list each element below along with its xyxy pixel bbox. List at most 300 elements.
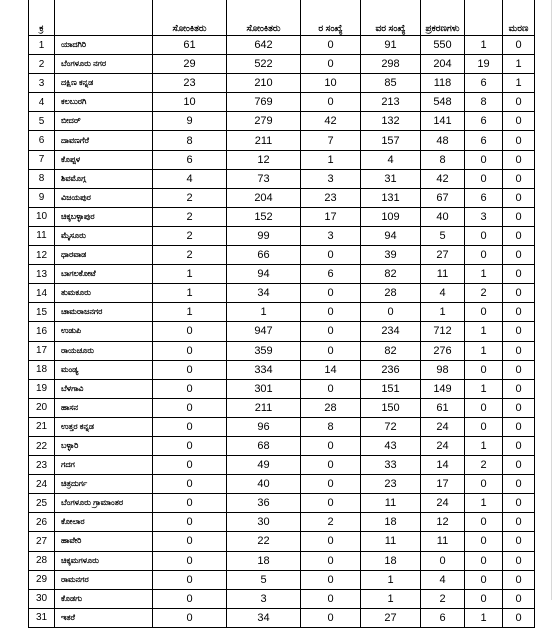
value-cell: 23 (361, 475, 421, 494)
value-cell: 0 (153, 436, 227, 455)
value-cell: 1 (503, 74, 535, 93)
district-name-cell: ಕಲಬುರಗಿ (55, 93, 153, 112)
value-cell: 0 (301, 303, 361, 322)
value-cell: 18 (361, 513, 421, 532)
value-cell: 72 (361, 417, 421, 436)
value-cell: 210 (227, 74, 301, 93)
value-cell: 0 (503, 379, 535, 398)
table-row (29, 379, 535, 398)
value-cell: 9 (153, 112, 227, 131)
table-row (29, 551, 535, 570)
value-cell: 0 (503, 513, 535, 532)
value-cell: 24 (421, 436, 465, 455)
district-name-cell: ಬೀದರ್ (55, 112, 153, 131)
value-cell: 0 (301, 341, 361, 360)
value-cell: 211 (227, 398, 301, 417)
header-sl (29, 0, 55, 36)
value-cell: 68 (227, 436, 301, 455)
value-cell: 8 (301, 417, 361, 436)
value-cell: 66 (227, 246, 301, 265)
value-cell: 27 (421, 246, 465, 265)
value-cell: 0 (503, 532, 535, 551)
row-serial-cell: 19 (29, 379, 55, 398)
value-cell: 5 (227, 570, 301, 589)
value-cell: 548 (421, 93, 465, 112)
district-name-cell: ಚಿಕ್ಕಮಗಳೂರು (55, 551, 153, 570)
district-name-cell: ಬಾಗಲಕೋಟೆ (55, 265, 153, 284)
table-row (29, 322, 535, 341)
district-name-cell: ಚಿತ್ರದುರ್ಗ (55, 475, 153, 494)
value-cell: 947 (227, 322, 301, 341)
row-serial-cell: 24 (29, 475, 55, 494)
value-cell: 61 (421, 398, 465, 417)
value-cell: 24 (421, 417, 465, 436)
value-cell: 14 (421, 456, 465, 475)
table-row (29, 589, 535, 608)
header-c4-line: ವರ ಸಂಖ್ಯೆ (375, 23, 406, 33)
table-row (29, 55, 535, 74)
row-serial-cell: 20 (29, 398, 55, 417)
value-cell: 1 (465, 341, 503, 360)
value-cell: 67 (421, 188, 465, 207)
value-cell: 6 (421, 608, 465, 627)
value-cell: 0 (153, 570, 227, 589)
value-cell: 8 (465, 93, 503, 112)
value-cell: 1 (465, 36, 503, 55)
value-cell: 149 (421, 379, 465, 398)
value-cell: 0 (361, 303, 421, 322)
value-cell: 0 (503, 456, 535, 475)
value-cell: 14 (301, 360, 361, 379)
district-name-cell: ಮೈಸೂರು (55, 226, 153, 245)
row-serial-cell: 18 (29, 360, 55, 379)
table-row (29, 284, 535, 303)
value-cell: 11 (361, 532, 421, 551)
value-cell: 204 (421, 55, 465, 74)
table-row (29, 131, 535, 150)
district-name-cell: ದಕ್ಷಿಣ ಕನ್ನಡ (55, 74, 153, 93)
value-cell: 2 (421, 589, 465, 608)
district-name-cell: ಗದಗ (55, 456, 153, 475)
value-cell: 48 (421, 131, 465, 150)
row-serial-cell: 29 (29, 570, 55, 589)
value-cell: 0 (503, 36, 535, 55)
value-cell: 2 (465, 456, 503, 475)
value-cell: 2 (153, 246, 227, 265)
value-cell: 0 (503, 360, 535, 379)
district-name-cell: ರಾಯಚೂರು (55, 341, 153, 360)
value-cell: 0 (503, 150, 535, 169)
header-c2-line: ಸೋಂಕಿತರು (246, 23, 281, 33)
table-row (29, 169, 535, 188)
value-cell: 12 (227, 150, 301, 169)
value-cell: 0 (153, 475, 227, 494)
value-cell: 0 (301, 551, 361, 570)
value-cell: 334 (227, 360, 301, 379)
row-serial-cell: 23 (29, 456, 55, 475)
value-cell: 27 (361, 608, 421, 627)
value-cell: 4 (421, 570, 465, 589)
value-cell: 34 (227, 284, 301, 303)
value-cell: 23 (301, 188, 361, 207)
value-cell: 118 (421, 74, 465, 93)
value-cell: 0 (465, 360, 503, 379)
value-cell: 0 (503, 608, 535, 627)
value-cell: 6 (153, 150, 227, 169)
district-cases-table (28, 0, 535, 628)
value-cell: 3 (301, 169, 361, 188)
value-cell: 0 (301, 570, 361, 589)
value-cell: 6 (301, 265, 361, 284)
district-name-cell: ಕೋಲಾರ (55, 513, 153, 532)
value-cell: 42 (421, 169, 465, 188)
value-cell: 1 (465, 608, 503, 627)
table-row (29, 513, 535, 532)
table-row (29, 74, 535, 93)
value-cell: 91 (361, 36, 421, 55)
value-cell: 1 (361, 570, 421, 589)
value-cell: 213 (361, 93, 421, 112)
value-cell: 42 (301, 112, 361, 131)
value-cell: 0 (301, 436, 361, 455)
value-cell: 0 (153, 532, 227, 551)
value-cell: 0 (503, 188, 535, 207)
value-cell: 234 (361, 322, 421, 341)
value-cell: 150 (361, 398, 421, 417)
value-cell: 550 (421, 36, 465, 55)
row-serial-cell: 3 (29, 74, 55, 93)
value-cell: 1 (465, 494, 503, 513)
value-cell: 18 (361, 551, 421, 570)
value-cell: 522 (227, 55, 301, 74)
page-edge-divider (551, 0, 552, 600)
value-cell: 39 (361, 246, 421, 265)
value-cell: 0 (153, 398, 227, 417)
value-cell: 0 (503, 417, 535, 436)
header-c1-line: ಸೋಂಕಿತರು (172, 23, 207, 33)
table-row (29, 246, 535, 265)
value-cell: 40 (227, 475, 301, 494)
value-cell: 204 (227, 188, 301, 207)
value-cell: 30 (227, 513, 301, 532)
value-cell: 0 (465, 475, 503, 494)
value-cell: 0 (465, 169, 503, 188)
value-cell: 0 (503, 494, 535, 513)
row-serial-cell: 16 (29, 322, 55, 341)
value-cell: 298 (361, 55, 421, 74)
value-cell: 0 (301, 284, 361, 303)
value-cell: 61 (153, 36, 227, 55)
value-cell: 0 (153, 360, 227, 379)
value-cell: 7 (301, 131, 361, 150)
district-name-cell: ಕೊಪ್ಪಳ (55, 150, 153, 169)
value-cell: 712 (421, 322, 465, 341)
row-serial-cell: 2 (29, 55, 55, 74)
value-cell: 2 (153, 207, 227, 226)
district-name-cell: ಹಾವೇರಿ (55, 532, 153, 551)
value-cell: 4 (361, 150, 421, 169)
value-cell: 4 (153, 169, 227, 188)
value-cell: 5 (421, 226, 465, 245)
value-cell: 2 (465, 284, 503, 303)
value-cell: 0 (465, 246, 503, 265)
row-serial-cell: 28 (29, 551, 55, 570)
table-row (29, 436, 535, 455)
value-cell: 152 (227, 207, 301, 226)
value-cell: 94 (361, 226, 421, 245)
district-name-cell: ದಾವಣಗೆರೆ (55, 131, 153, 150)
district-name-cell: ಬೆಳಗಾವಿ (55, 379, 153, 398)
table-body (29, 36, 535, 628)
value-cell: 23 (153, 74, 227, 93)
value-cell: 1 (465, 265, 503, 284)
row-serial-cell: 21 (29, 417, 55, 436)
value-cell: 276 (421, 341, 465, 360)
value-cell: 2 (153, 226, 227, 245)
value-cell: 0 (301, 93, 361, 112)
value-cell: 211 (227, 131, 301, 150)
value-cell: 0 (153, 417, 227, 436)
header-c7-line: ಮರಣ (508, 23, 529, 33)
value-cell: 0 (503, 93, 535, 112)
value-cell: 279 (227, 112, 301, 131)
value-cell: 236 (361, 360, 421, 379)
value-cell: 6 (465, 188, 503, 207)
value-cell: 642 (227, 36, 301, 55)
value-cell: 2 (301, 513, 361, 532)
value-cell: 0 (465, 532, 503, 551)
district-name-cell: ಉತ್ತರ ಕನ್ನಡ (55, 417, 153, 436)
value-cell: 0 (503, 436, 535, 455)
value-cell: 0 (503, 265, 535, 284)
value-cell: 0 (301, 475, 361, 494)
value-cell: 0 (421, 551, 465, 570)
value-cell: 33 (361, 456, 421, 475)
value-cell: 0 (465, 417, 503, 436)
district-name-cell: ತುಮಕೂರು (55, 284, 153, 303)
value-cell: 1 (153, 303, 227, 322)
value-cell: 3 (465, 207, 503, 226)
row-serial-cell: 14 (29, 284, 55, 303)
value-cell: 6 (465, 112, 503, 131)
value-cell: 1 (361, 589, 421, 608)
value-cell: 2 (153, 188, 227, 207)
table-row (29, 360, 535, 379)
value-cell: 96 (227, 417, 301, 436)
value-cell: 0 (301, 532, 361, 551)
row-serial-cell: 9 (29, 188, 55, 207)
value-cell: 0 (465, 551, 503, 570)
value-cell: 0 (503, 322, 535, 341)
value-cell: 0 (153, 551, 227, 570)
value-cell: 359 (227, 341, 301, 360)
value-cell: 0 (503, 303, 535, 322)
value-cell: 94 (227, 265, 301, 284)
table-row (29, 341, 535, 360)
district-name-cell: ಕೊಡಗು (55, 589, 153, 608)
value-cell: 0 (503, 398, 535, 417)
value-cell: 157 (361, 131, 421, 150)
value-cell: 0 (465, 150, 503, 169)
value-cell: 19 (465, 55, 503, 74)
value-cell: 0 (153, 494, 227, 513)
value-cell: 11 (421, 265, 465, 284)
table-row (29, 150, 535, 169)
value-cell: 82 (361, 341, 421, 360)
row-serial-cell: 4 (29, 93, 55, 112)
value-cell: 0 (153, 608, 227, 627)
row-serial-cell: 25 (29, 494, 55, 513)
value-cell: 0 (465, 589, 503, 608)
value-cell: 141 (421, 112, 465, 131)
value-cell: 1 (421, 303, 465, 322)
value-cell: 0 (503, 475, 535, 494)
table-row (29, 417, 535, 436)
value-cell: 1 (301, 150, 361, 169)
row-serial-cell: 13 (29, 265, 55, 284)
value-cell: 0 (503, 284, 535, 303)
row-serial-cell: 11 (29, 226, 55, 245)
value-cell: 1 (465, 322, 503, 341)
value-cell: 0 (465, 398, 503, 417)
district-name-cell: ಬೆಂಗಳೂರು ಗ್ರಾಮಾಂತರ (55, 494, 153, 513)
row-serial-cell: 27 (29, 532, 55, 551)
value-cell: 0 (301, 608, 361, 627)
header-c1 (153, 0, 227, 36)
value-cell: 301 (227, 379, 301, 398)
value-cell: 0 (503, 207, 535, 226)
value-cell: 11 (421, 532, 465, 551)
district-name-cell: ಬಳ್ಳಾರಿ (55, 436, 153, 455)
value-cell: 0 (153, 456, 227, 475)
value-cell: 17 (421, 475, 465, 494)
value-cell: 109 (361, 207, 421, 226)
district-name-cell: ಶಿವಮೊಗ್ಗ (55, 169, 153, 188)
value-cell: 0 (301, 589, 361, 608)
value-cell: 0 (301, 246, 361, 265)
value-cell: 4 (421, 284, 465, 303)
value-cell: 10 (301, 74, 361, 93)
value-cell: 132 (361, 112, 421, 131)
value-cell: 0 (301, 379, 361, 398)
table-row (29, 265, 535, 284)
table-row (29, 226, 535, 245)
value-cell: 3 (227, 589, 301, 608)
value-cell: 0 (503, 589, 535, 608)
table-row (29, 303, 535, 322)
row-serial-cell: 6 (29, 131, 55, 150)
value-cell: 1 (227, 303, 301, 322)
value-cell: 1 (503, 55, 535, 74)
value-cell: 28 (361, 284, 421, 303)
value-cell: 34 (227, 608, 301, 627)
table-row (29, 475, 535, 494)
value-cell: 0 (465, 303, 503, 322)
value-cell: 8 (153, 131, 227, 150)
value-cell: 0 (465, 226, 503, 245)
value-cell: 0 (503, 226, 535, 245)
table-row (29, 36, 535, 55)
district-name-cell: ವಿಜಯಪುರ (55, 188, 153, 207)
row-serial-cell: 5 (29, 112, 55, 131)
value-cell: 0 (503, 131, 535, 150)
value-cell: 0 (465, 570, 503, 589)
value-cell: 36 (227, 494, 301, 513)
value-cell: 0 (153, 341, 227, 360)
value-cell: 0 (503, 570, 535, 589)
district-name-cell: ಧಾರವಾಡ (55, 246, 153, 265)
value-cell: 11 (361, 494, 421, 513)
value-cell: 6 (465, 74, 503, 93)
value-cell: 0 (153, 589, 227, 608)
row-serial-cell: 17 (29, 341, 55, 360)
value-cell: 31 (361, 169, 421, 188)
row-serial-cell: 10 (29, 207, 55, 226)
value-cell: 0 (465, 513, 503, 532)
table-row (29, 494, 535, 513)
row-serial-cell: 15 (29, 303, 55, 322)
district-name-cell: ರಾಮನಗರ (55, 570, 153, 589)
header-c6 (465, 0, 503, 36)
value-cell: 0 (153, 379, 227, 398)
value-cell: 12 (421, 513, 465, 532)
value-cell: 0 (503, 246, 535, 265)
value-cell: 22 (227, 532, 301, 551)
value-cell: 0 (503, 341, 535, 360)
table-row (29, 570, 535, 589)
value-cell: 18 (227, 551, 301, 570)
district-name-cell: ಇತರೆ (55, 608, 153, 627)
header-c3-line: ರ ಸಂಖ್ಯೆ (318, 23, 343, 33)
district-name-cell: ಯಾದಗಿರಿ (55, 36, 153, 55)
value-cell: 769 (227, 93, 301, 112)
header-c4 (361, 0, 421, 36)
table-row (29, 188, 535, 207)
row-serial-cell: 1 (29, 36, 55, 55)
value-cell: 73 (227, 169, 301, 188)
header-district (55, 0, 153, 36)
row-serial-cell: 7 (29, 150, 55, 169)
value-cell: 0 (301, 36, 361, 55)
value-cell: 1 (465, 379, 503, 398)
value-cell: 0 (301, 494, 361, 513)
header-sl-line: ಕ್ರ (39, 23, 44, 33)
district-name-cell: ಚಿಕ್ಕಬಳ್ಳಾಪುರ (55, 207, 153, 226)
value-cell: 98 (421, 360, 465, 379)
table-row (29, 93, 535, 112)
value-cell: 10 (153, 93, 227, 112)
value-cell: 85 (361, 74, 421, 93)
value-cell: 0 (153, 322, 227, 341)
value-cell: 3 (301, 226, 361, 245)
table-row (29, 456, 535, 475)
value-cell: 0 (301, 456, 361, 475)
value-cell: 0 (503, 112, 535, 131)
value-cell: 1 (153, 265, 227, 284)
value-cell: 8 (421, 150, 465, 169)
row-serial-cell: 31 (29, 608, 55, 627)
table-row (29, 112, 535, 131)
header-c5-line: ಪ್ರಕರಣಗಳು (425, 23, 460, 33)
header-c7 (503, 0, 535, 36)
table-row (29, 608, 535, 627)
table-header-row (29, 0, 535, 36)
value-cell: 6 (465, 131, 503, 150)
table-row (29, 398, 535, 417)
value-cell: 131 (361, 188, 421, 207)
value-cell: 0 (301, 322, 361, 341)
district-name-cell: ಚಾಮರಾಜನಗರ (55, 303, 153, 322)
